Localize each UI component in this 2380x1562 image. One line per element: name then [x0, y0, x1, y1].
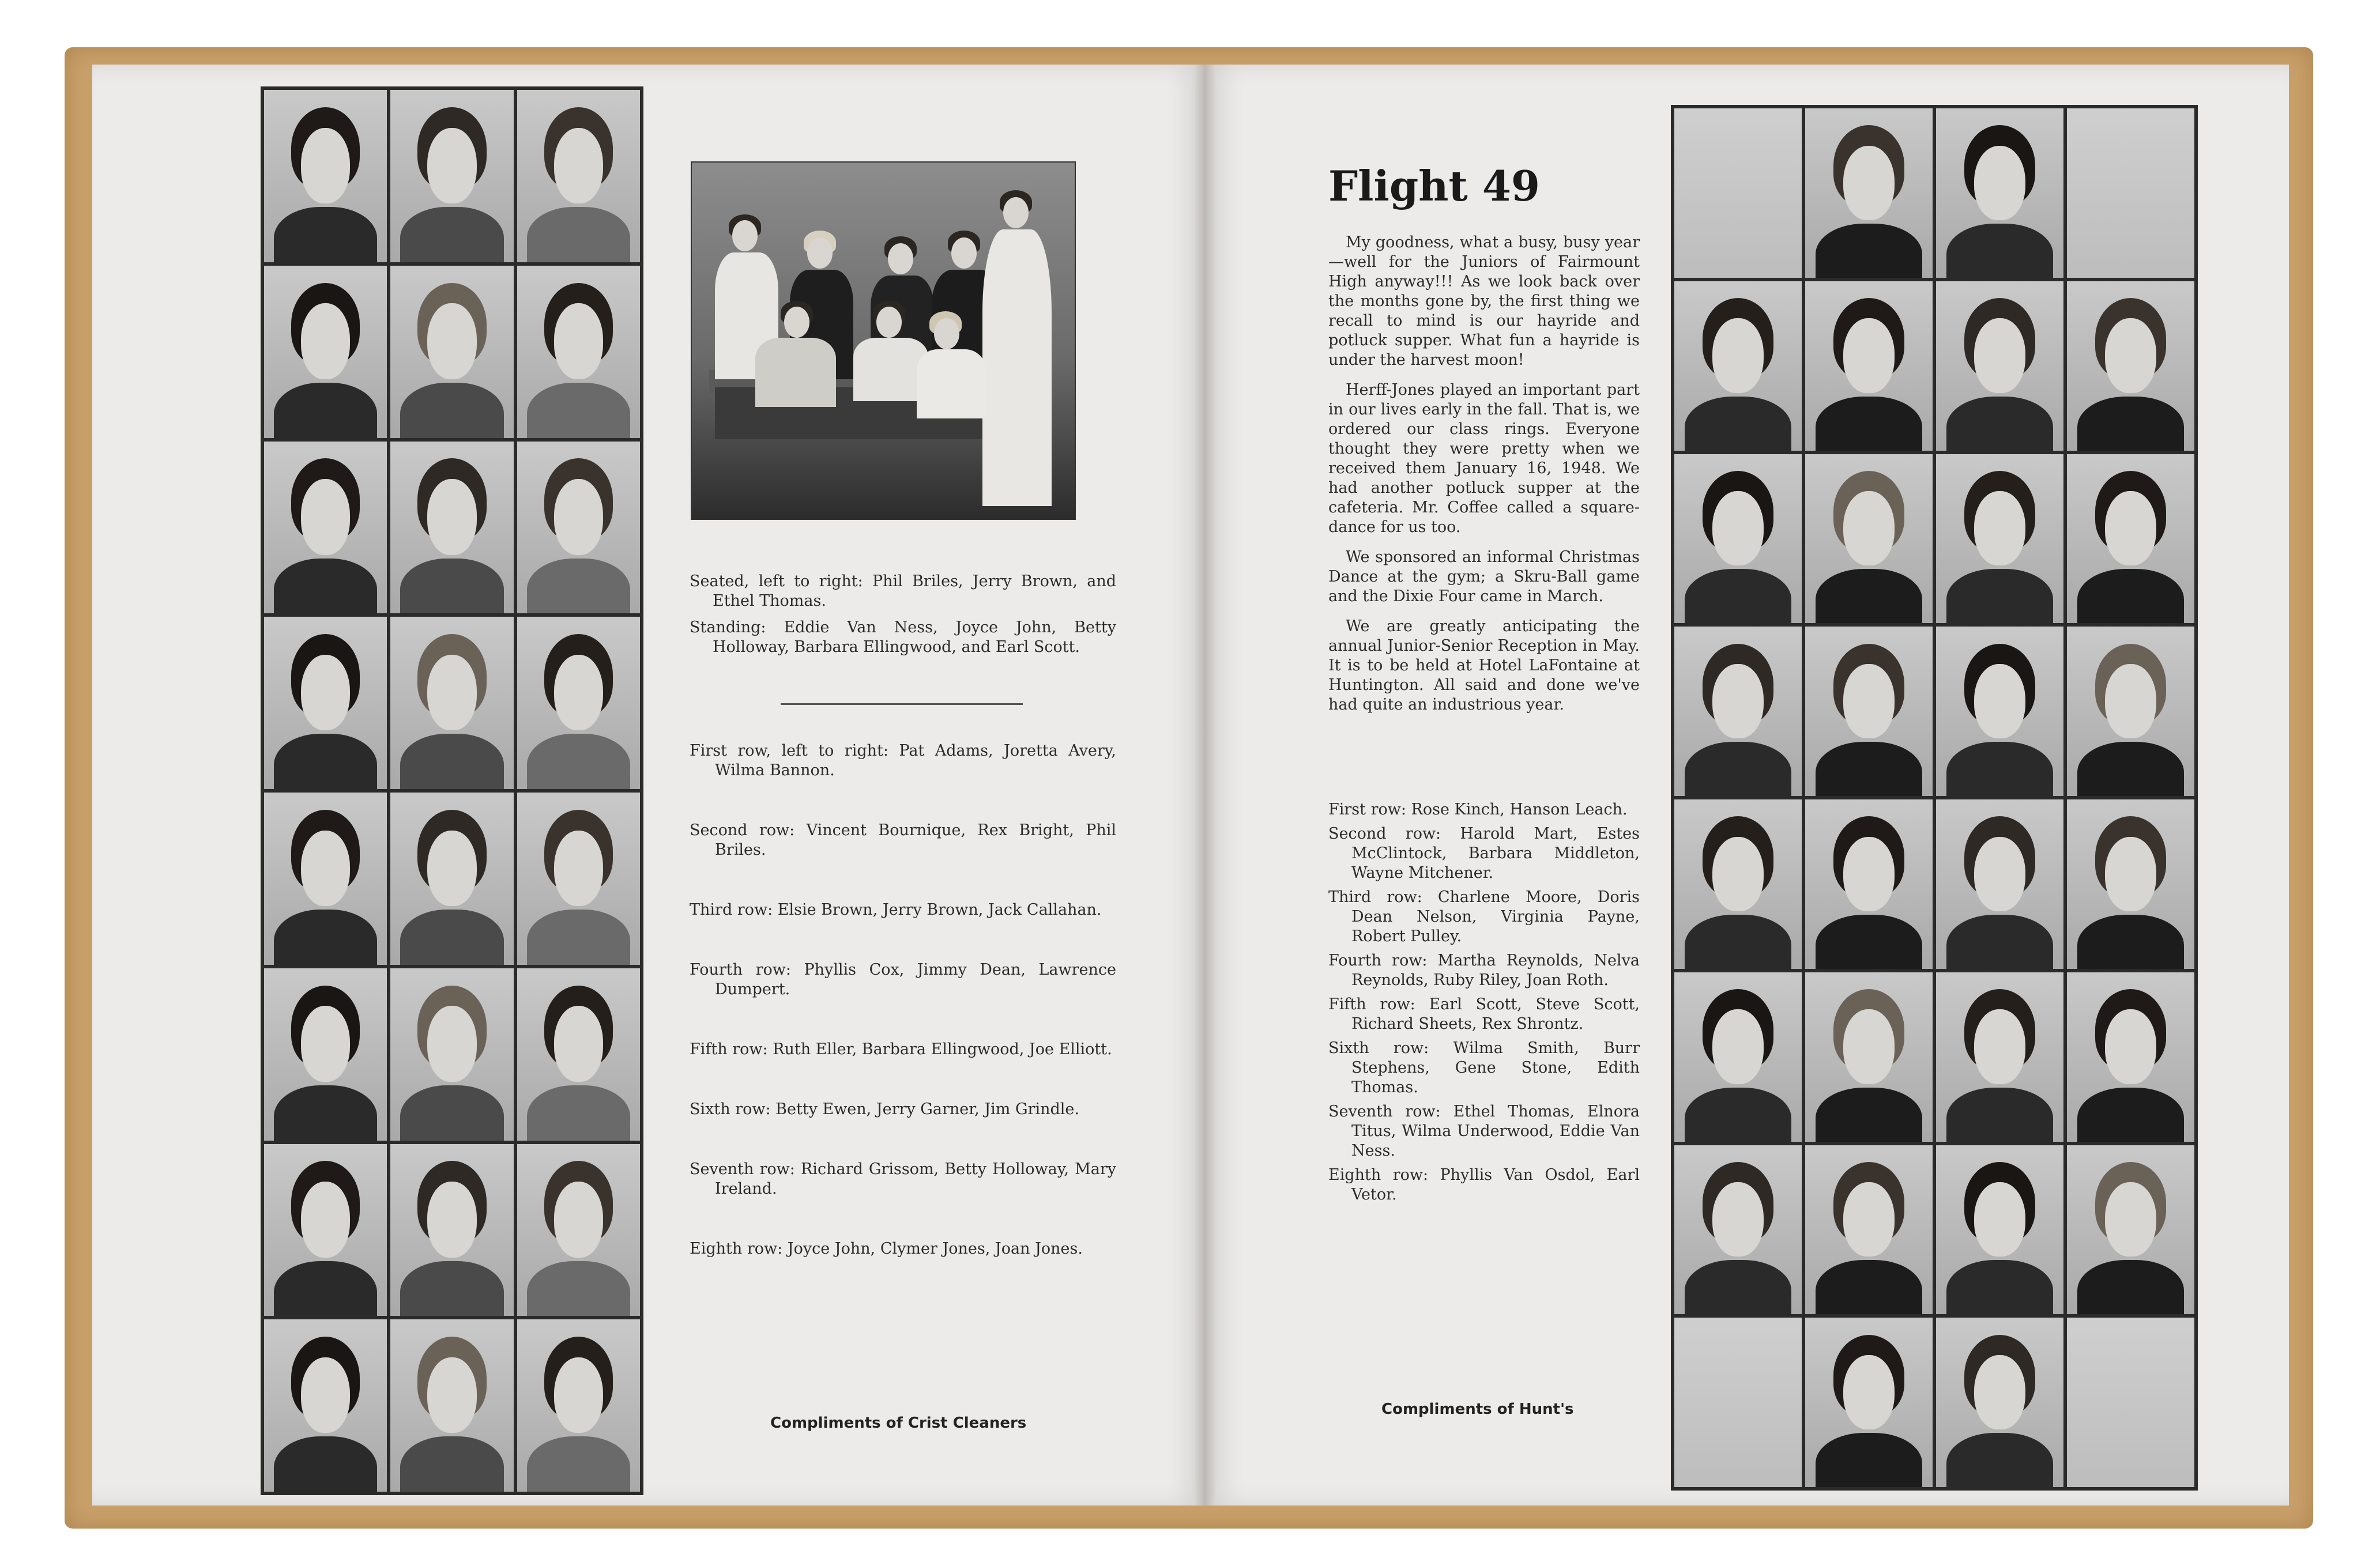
right-portrait-grid: [1671, 105, 2198, 1491]
student-portrait: [390, 968, 513, 1141]
student-portrait: [517, 617, 640, 789]
roster-row: Fifth row: Earl Scott, Steve Scott, Richard Sheets, Rex Shrontz.: [1328, 995, 1640, 1033]
student-portrait: [517, 1144, 640, 1316]
student-portrait: [390, 1144, 513, 1316]
student-portrait: [517, 968, 640, 1141]
roster-row: Eighth row: Phyllis Van Osdol, Earl Vetor.: [1328, 1166, 1640, 1203]
student-portrait: [2067, 281, 2194, 451]
student-portrait: [1936, 281, 2063, 451]
roster-row: Fourth row: Martha Reynolds, Nelva Reynolds, Ruby Riley, Joan Roth.: [1328, 952, 1640, 989]
student-portrait: [264, 1319, 387, 1492]
roster-row: Fourth row: Phyllis Cox, Jimmy Dean, Lawrence Dumpert.: [690, 961, 1116, 998]
roster-row: Second row: Harold Mart, Estes McClintock, Barbara Middleton, Wayne Mitchener.: [1328, 825, 1640, 882]
story-text: [1328, 233, 1640, 725]
book-spine: [1195, 65, 1215, 1506]
student-portrait: [1805, 799, 1933, 969]
student-portrait: [517, 90, 640, 262]
caption-seated: Seated, left to right: Phil Briles, Jerry Brown, and Ethel Thomas.: [690, 572, 1116, 610]
student-portrait: [1936, 627, 2063, 796]
student-portrait: [390, 793, 513, 965]
student-portrait: [1805, 1318, 1933, 1487]
roster-row: Seventh row: Ethel Thomas, Elnora Titus, Wilma Underwood, Eddie Van Ness.: [1328, 1103, 1640, 1160]
roster-row: Eighth row: Joyce John, Clymer Jones, Joan Jones.: [690, 1240, 1083, 1258]
student-portrait: [1936, 799, 2063, 969]
right-roster: [1328, 800, 1640, 1209]
roster-row: Sixth row: Betty Ewen, Jerry Garner, Jim Grindle.: [690, 1100, 1079, 1118]
student-portrait: [264, 968, 387, 1141]
student-portrait: [264, 90, 387, 262]
student-portrait: [264, 266, 387, 438]
blank-portrait: [1674, 108, 1802, 278]
student-portrait: [1674, 799, 1802, 969]
student-portrait: [2067, 972, 2194, 1142]
roster-row: First row, left to right: Pat Adams, Joretta Avery, Wilma Bannon.: [690, 742, 1116, 779]
blank-portrait: [2067, 1318, 2194, 1487]
student-portrait: [2067, 799, 2194, 969]
roster-row: Seventh row: Richard Grissom, Betty Holloway, Mary Ireland.: [690, 1160, 1116, 1198]
left-footer: Compliments of Crist Cleaners: [770, 1414, 1027, 1432]
student-portrait: [517, 793, 640, 965]
student-portrait: [264, 617, 387, 789]
student-portrait: [1674, 454, 1802, 624]
student-portrait: [1805, 972, 1933, 1142]
student-portrait: [1674, 281, 1802, 451]
student-portrait: [1805, 108, 1933, 278]
student-portrait: [1936, 1318, 2063, 1487]
caption-divider: [781, 703, 1023, 705]
student-portrait: [390, 90, 513, 262]
story-paragraph: We are greatly anticipating the annual Junior-Senior Reception in May. It is to be held at Hotel LaFontaine at Huntington. All said and done we've had quite an industrious year.: [1328, 617, 1640, 714]
student-portrait: [1805, 281, 1933, 451]
student-portrait: [264, 442, 387, 614]
student-portrait: [517, 442, 640, 614]
group-photo-caption: [690, 572, 1116, 664]
student-portrait: [390, 617, 513, 789]
right-footer: Compliments of Hunt's: [1381, 1401, 1574, 1418]
group-photo: [691, 161, 1076, 520]
roster-row: Sixth row: Wilma Smith, Burr Stephens, Gene Stone, Edith Thomas.: [1328, 1039, 1640, 1096]
student-portrait: [1936, 108, 2063, 278]
student-portrait: [390, 266, 513, 438]
student-portrait: [1674, 972, 1802, 1142]
roster-row: First row: Rose Kinch, Hanson Leach.: [1328, 801, 1628, 818]
student-portrait: [264, 793, 387, 965]
student-portrait: [2067, 627, 2194, 796]
roster-row: Third row: Charlene Moore, Doris Dean Nelson, Virginia Payne, Robert Pulley.: [1328, 888, 1640, 945]
caption-standing: Standing: Eddie Van Ness, Joyce John, Betty Holloway, Barbara Ellingwood, and Earl Scott.: [690, 618, 1116, 656]
blank-portrait: [1674, 1318, 1802, 1487]
student-portrait: [264, 1144, 387, 1316]
roster-row: Third row: Elsie Brown, Jerry Brown, Jack Callahan.: [690, 901, 1102, 919]
story-paragraph: My goodness, what a busy, busy year—well for the Juniors of Fairmount High anyway!!! As we look back over the months gone by, the first thing we recall to mind is our hayride and potluck supper. What fun a hayride is under the harvest moon!: [1328, 233, 1640, 369]
left-roster: [690, 741, 1116, 1299]
student-portrait: [517, 266, 640, 438]
student-portrait: [1674, 1145, 1802, 1315]
student-portrait: [1936, 972, 2063, 1142]
blank-portrait: [2067, 108, 2194, 278]
roster-row: Fifth row: Ruth Eller, Barbara Ellingwood, Joe Elliott.: [690, 1040, 1112, 1058]
student-portrait: [390, 442, 513, 614]
student-portrait: [517, 1319, 640, 1492]
roster-row: Second row: Vincent Bournique, Rex Bright, Phil Briles.: [690, 821, 1116, 859]
story-paragraph: Herff-Jones played an important part in our lives early in the fall. That is, we ordered our class rings. Everyone thought they were pretty when we received them January 16, 1948. We had another potluck supper at the cafeteria. Mr. Coffee called a square-dance for us too.: [1328, 381, 1640, 536]
student-portrait: [2067, 1145, 2194, 1315]
student-portrait: [1805, 1145, 1933, 1315]
story-paragraph: We sponsored an informal Christmas Dance at the gym; a Skru-Ball game and the Dixie Four came in March.: [1328, 548, 1640, 605]
student-portrait: [1674, 627, 1802, 796]
student-portrait: [390, 1319, 513, 1492]
left-portrait-grid: [261, 86, 643, 1495]
student-portrait: [1805, 454, 1933, 624]
student-portrait: [2067, 454, 2194, 624]
student-portrait: [1805, 627, 1933, 796]
student-portrait: [1936, 1145, 2063, 1315]
page-heading: Flight 49: [1328, 161, 1541, 210]
student-portrait: [1936, 454, 2063, 624]
